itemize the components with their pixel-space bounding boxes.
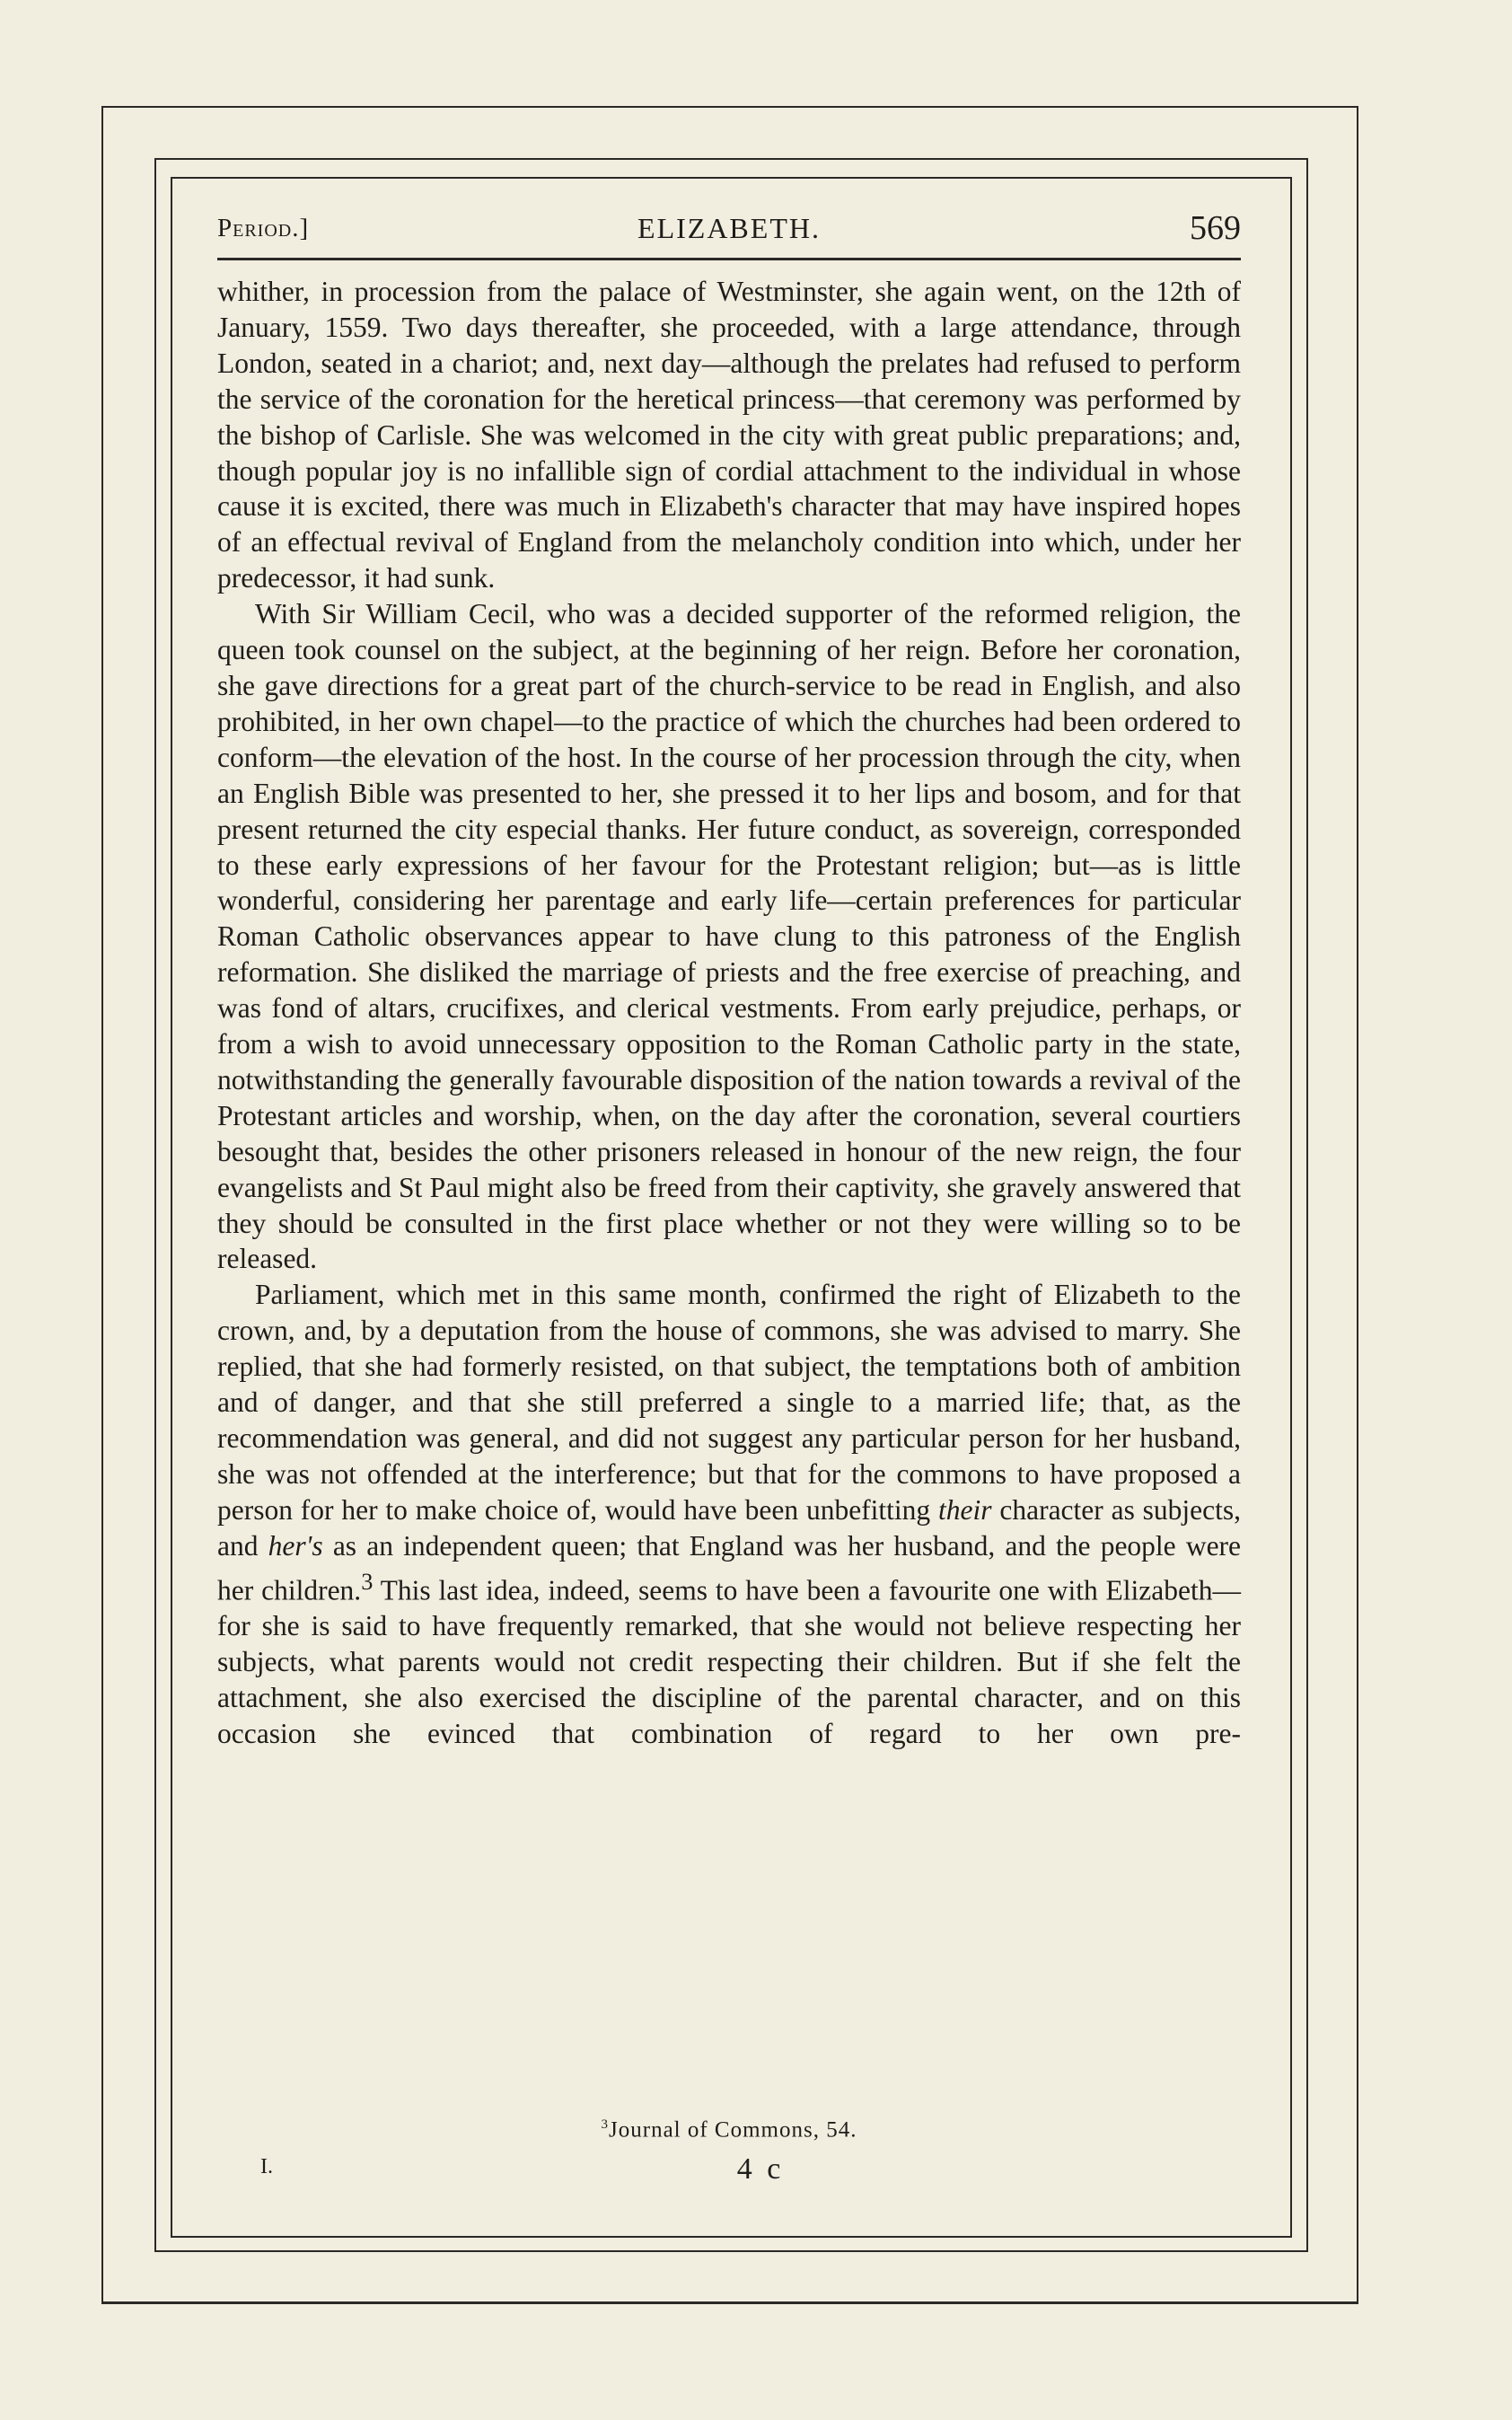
paragraph-3-text-b: character as subjects, and bbox=[217, 1493, 1242, 1562]
running-head-rule bbox=[217, 258, 1241, 260]
footnote bbox=[217, 2117, 1241, 2143]
paragraph-2: With Sir William Cecil, who was a decided supporter of the reformed religion, the queen took counsel on the subject, at the beginning of her reign. Before her coronation, she gave directions for a great part of the church-service to be read in English, and also prohibited, in her own chapel—to the practice of which the churches had been ordered to conform—the elevation of the host. In the course of her procession through the city, when an English Bible was presented to her, she pressed it to her lips and bosom, and for that present returned the city especial thanks. Her future conduct, as sovereign, corresponded to these early expressions of her favour for the Protestant religion; but—as is little wonderful, considering her parentage and early life—certain preferences for particular Roman Catholic observances appear to have clung to this patroness of the English reformation. She disliked the marriage of priests and the free exercise of preaching, and was fond of altars, crucifixes, and clerical vestments. From early prejudice, perhaps, or from a wish to avoid unnecessary opposition to the Roman Catholic party in the state, notwithstanding the generally favourable disposition of the nation towards a revival of the Protestant articles and worship, when, on the day after the coronation, several courtiers besought that, besides the other prisoners released in honour of the new reign, the four evangelists and St Paul might also be freed from their captivity, she gravely answered that they should be consulted in the first place whether or not they were willing so to be released. bbox=[217, 598, 1241, 1275]
footnote-reference: 3 bbox=[361, 1568, 374, 1595]
running-head-period: Period.] bbox=[217, 214, 310, 242]
footnote-text: Journal of Commons, 54. bbox=[609, 2117, 857, 2143]
paragraph-3-text-a: Parliament, which met in this same month, confirmed the right of Elizabeth to the crown, and, by a deputation from the house of commons, she was advised to marry. She replied, that she had formerly resisted, on that subject, the temptations both of ambition and of danger, and that she still preferred a single to a married life; that, as the recommendation was general, and did not suggest any particular person for her husband, she was not offended at the interference; but that for the commons to have proposed a person for her to make choice of, would have been unbefitting bbox=[217, 1279, 1241, 1526]
paragraph-1: whither, in procession from the palace of Westminster, she again went, on the 12th of January, 1559. Two days thereafter, she proceeded, with a large attendance, through London, seated in a chariot; and, next day—although the prelates had refused to perform the service of the coronation for the heretical princess—that ceremony was performed by the bishop of Carlisle. She was welcomed in the city with great public preparations; and, though popular joy is no infallible sign of cordial attachment to the individual in whose cause it is excited, there was much in Elizabeth's character that may have inspired hopes of an effectual revival of England from the melancholy condition into which, under her predecessor, it had sunk. bbox=[217, 276, 1241, 594]
italic-their: their bbox=[938, 1493, 992, 1526]
volume-signature: I. bbox=[260, 2155, 273, 2178]
footnote-mark: 3 bbox=[601, 2117, 610, 2132]
paragraph-3-text-d: This last idea, indeed, seems to have been a favourite one with Elizabeth—for she is said to have frequently remarked, that she would not believe respecting her subjects, what parents would not credit respecting their children. But if she felt the attachment, she also exercised the discipline of the parental character, and on this occasion she evinced that combination of regard to her own pre- bbox=[217, 1574, 1242, 1749]
sheet-signature: 4 c bbox=[736, 2152, 785, 2186]
paragraph-3-text-c: as an independent queen; that England was her husband, and the people were her children. bbox=[217, 1529, 1242, 1606]
page-number: 569 bbox=[1190, 209, 1241, 247]
italic-hers: her's bbox=[268, 1529, 323, 1562]
running-head-title: ELIZABETH. bbox=[637, 212, 821, 244]
running-head bbox=[217, 208, 1241, 253]
paragraph-3 bbox=[217, 1277, 1241, 1751]
body-text bbox=[217, 274, 1241, 1752]
